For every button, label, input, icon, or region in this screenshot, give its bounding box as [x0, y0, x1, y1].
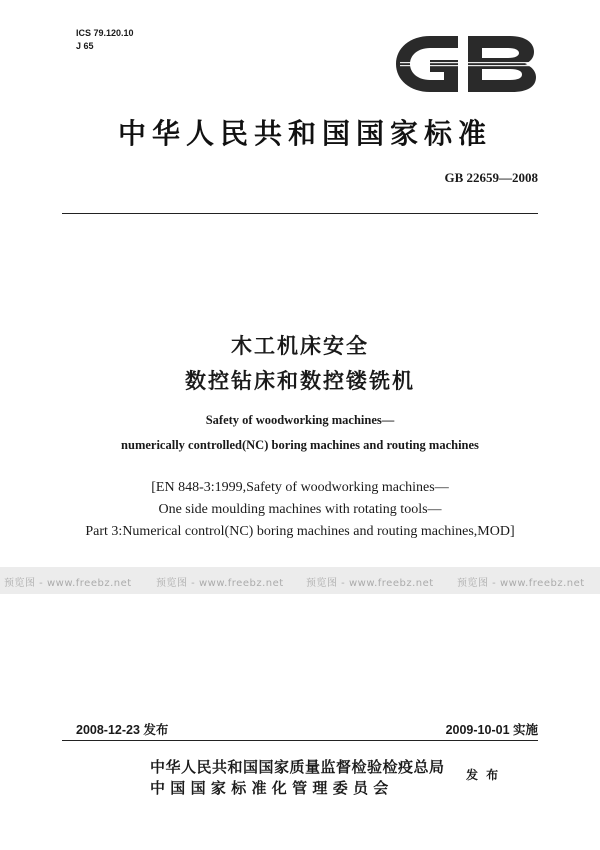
issuer-line1: 中华人民共和国国家质量监督检验检疫总局 [150, 758, 445, 776]
equivalence-line2: One side moulding machines with rotating tools— [158, 502, 442, 517]
bottom-divider [62, 740, 538, 741]
publish-label: 发 布 [466, 768, 501, 782]
gb-logo [392, 32, 540, 96]
equivalence-line1: [EN 848-3:1999,Safety of woodworking machines— [151, 480, 449, 495]
title-zh-line1: 木工机床安全 [231, 334, 369, 358]
watermark-text: 预览图 - www.freebz.net [306, 578, 434, 589]
ccs-code: J 65 [76, 41, 94, 51]
equivalence-line3: Part 3:Numerical control(NC) boring machines and routing machines,MOD] [85, 524, 515, 539]
issuer-line2: 中国国家标准化管理委员会 [150, 779, 394, 797]
implementation-date: 2009-10-01 实施 [445, 723, 538, 737]
title-en-line1: Safety of woodworking machines— [205, 413, 395, 427]
top-divider [62, 213, 538, 214]
issue-date: 2008-12-23 发布 [76, 723, 169, 737]
watermark-text: 预览图 - www.freebz.net [457, 578, 585, 589]
watermark-band [0, 567, 600, 594]
standard-number: GB 22659—2008 [444, 170, 538, 185]
title-en-line2: numerically controlled(NC) boring machines and routing machines [121, 438, 479, 452]
title-zh-line2: 数控钻床和数控镂铣机 [185, 369, 415, 393]
standard-type-heading: 中华人民共和国国家标准 [117, 117, 492, 150]
classification-codes [76, 27, 134, 53]
ics-code: ICS 79.120.10 [76, 28, 134, 38]
watermark-text: 预览图 - www.freebz.net [156, 578, 284, 589]
watermark-text: 预览图 - www.freebz.net [4, 578, 132, 589]
